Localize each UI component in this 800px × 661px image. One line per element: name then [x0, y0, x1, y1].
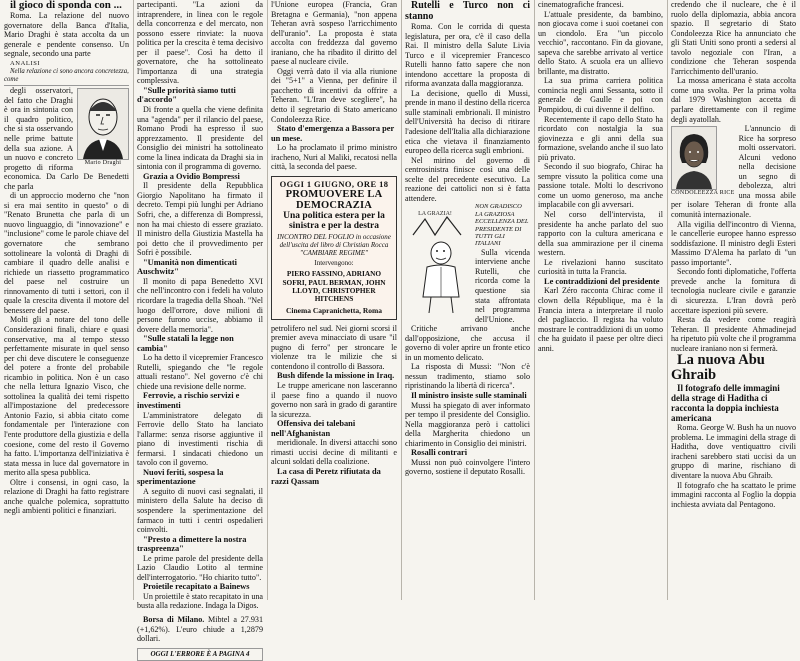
errore-box: OGGI L'ERRORE È A PAGINA 4: [137, 648, 263, 661]
article-heading: Rutelli e Turco non ci stanno: [405, 0, 530, 22]
paragraph: Il fotografo che ha scattato le prime immagini racconta al Foglio la doppia inchiesta avviata dal Pentagono.: [671, 480, 796, 509]
paragraph: l'Unione europea (Francia, Gran Bretagna e Germania), "non appena Teheran avrà sospeso l'arricchimento dell'uranio". La proposta è stata accolta con freddezza dal governo iraniano, che ha ribadito il diritto del paese al nucleare civile.: [271, 0, 397, 67]
column-4: [405, 0, 530, 600]
analisi-label: ANALISI: [10, 59, 41, 67]
subheading: Nuovi feriti, sospesa la sperimentazione: [137, 467, 224, 487]
paragraph: Il monito di papa Benedetto XVI che nell'incontro con i fedeli ha voluto ricordare la tragedia della Shoah. "Nel luogo dell'orrore, dove milioni di persone furono uccise, abbiamo il dovere della memoria".: [137, 276, 263, 334]
subheading: Stato d'emergenza a Bassora per un mese.: [271, 124, 395, 143]
subheading: "Sulle priorità siamo tutti d'accordo": [137, 85, 236, 105]
paragraph: Roma. Con le corrida di questa legislatura, per ora, c'è il caso della Rai. Il ministro della Salute Livia Turco e il vicepremier Francesco Rutelli hanno fatto sapere che non intendono accettare la proposta di riforma avanzata dalla maggioranza.: [405, 22, 530, 89]
paragraph: Resta da vedere come reagirà Teheran. Il presidente Ahmadinejad ha ripetuto più volte che il programma nucleare iraniano non si fermerà.: [671, 315, 796, 353]
paragraph: Roma. La relazione del nuovo governatore della Banca d'Italia, Mario Draghi è stata accolta da un generale e pendente consenso. Un segnale, secondo una parte: [4, 11, 129, 59]
column-1: [4, 0, 129, 600]
article-deck: Il fotografo delle immagini della strage di Haditha ci racconta la doppia inchiesta americana: [671, 383, 780, 424]
ad-title: PROMUOVERE LA DEMOCRAZIA: [285, 189, 383, 212]
paragraph: credendo che il nucleare, che è il ruolo della diplomazia, abbia ancora spazio. Il segretario di Stato Condoleezza Rice ha annunciato che gli Stati Uniti sono pronti a sedersi al tavolo negoziale con l'Iran, a condizione che Teheran sospenda l'arricchimento dell'uranio.: [671, 0, 796, 76]
paragraph: Critiche arrivano anche dall'opposizione, che accusa il governo di voler aprire un fronte etico in un momento delicato.: [405, 324, 530, 362]
paragraph: L'amministratore delegato di Ferrovie dello Stato ha lanciato l'allarme: senza risorse aggiuntive il piano di investimenti rischia di fermarsi. I sindacati chiedono un tavolo con il governo.: [137, 410, 263, 468]
paragraph: Secondo fonti diplomatiche, l'offerta prevede anche la fornitura di tecnologia nucleare civile e garanzie di sicurezza. L'Iran dovrà però accettare ispezioni più severe.: [671, 267, 796, 315]
subheading: "Sulle statali la legge non cambia": [137, 334, 234, 353]
subheading: Offensiva dei talebani nell'Afghanistan: [271, 419, 356, 438]
subheading: Ferrovie, a rischio servizi e investimenti: [137, 391, 240, 410]
paragraph: La decisione, quello di Mussi, prende in mano il destino della ricerca sulle staminali embrionali. Il ministro dell'Università ha deciso di ritirare l'adesione dell'Italia alla dichiarazione etica che vietava il finanziamento europeo della ricerca sugli embrioni.: [405, 88, 530, 156]
ad-speakers-label: Intervengono:: [314, 259, 354, 268]
paragraph: Karl Zéro racconta Chirac come il clown della République, ma è la Francia intera a interpretare il ruolo del pagliaccio. Il regista ha voluto mostrare le contraddizioni di un uomo che ha guidato il paese per oltre dieci anni.: [538, 286, 663, 353]
subheading: Le contraddizioni del presidente: [544, 276, 660, 286]
column-2: [137, 0, 264, 658]
paragraph: meridionale. In diversi attacchi sono rimasti uccisi decine di militanti e alcuni soldati della coalizione.: [271, 438, 397, 467]
paragraph: Le truppe americane non lasceranno il paese fino a quando il nuovo governo non sarà in grado di garantire la sicurezza.: [271, 381, 397, 419]
column-rule: [534, 0, 535, 600]
paragraph: degli osservatori, del fatto che Draghi è ora in sintonia con il quadro politico, che si sta osservando nelle prime battute della sua azione. A un nuovo e concreto progetto di riforma economica. Da Carlo De Benedetti che parla: [4, 86, 129, 191]
rice-portrait-illustration: [671, 126, 717, 190]
paragraph: Di fronte a quella che viene definita una "agenda" per il rilancio del paese, Romano Prodi ha espresso il suo apprezzamento. Il presidente del Consiglio dei ministri ha sottolineato come la linea indicata da Draghi sia in sintonia con il programma di governo.: [137, 105, 263, 172]
subheading: Grazia a Ovidio Bompressi: [143, 171, 240, 181]
article-heading: il gioco di sponda con ...: [10, 0, 122, 11]
portrait-caption: CONDOLEEZZA RICE: [671, 190, 735, 197]
portrait-draghi: [77, 88, 129, 167]
analisi-subtitle: Nella relazione ci sono ancora concretezza, come: [4, 68, 129, 86]
paragraph: di un approccio moderno che "non si era mai sentito in questo" o di "Renato Brunetta che parla di un nuovo linguaggio, di "innovazione" e "inclusione" come le parole chiave del governatore che sembrano sottolineare la volontà di Draghi di cambiare il quadro delle analisi e richiede un riassetto programmatico del paese nel costruire un rinnovamento di tutti i settori, con il quale la crescita diventa il motore del benessere del paese.: [4, 191, 129, 315]
paragraph: Recentemente il capo dello Stato ha ricordato con nostalgia la sua giovinezza e gli anni della sua formazione, svelando anche il suo lato più privato.: [538, 114, 663, 162]
subheading: "Presto a dimettere la nostra traspreenza": [137, 534, 247, 554]
paragraph: partecipanti. "La azioni da intraprendere, in linea con le regole della concorrenza e del mercato, non possono essere rinviate: la nuova politica per la crescita è tema decisivo per il paese". Così ha detto il governatore, che ha sottolineato l'importanza di una strategia complessiva.: [137, 0, 263, 86]
ad-speakers: PIERO FASSINO, ADRIANO SOFRI, PAUL BERMAN, JOHN LLOYD, CHRISTOPHER HITCHENS: [282, 269, 386, 303]
ad-date: OGGI 1 GIUGNO, ORE 18: [279, 178, 389, 189]
paragraph: A seguito di nuovi casi segnalati, il ministero della Salute ha deciso di sospendere la sperimentazione del farmaco in tutti i centri ospedalieri coinvolti.: [137, 486, 263, 535]
paragraph: L'annuncio di Rice ha sorpreso molti osservatori. Alcuni vedono nella decisione un segno di debolezza, altri una mossa abile per isolare Teheran di fronte alla comunità internazionale.: [671, 124, 796, 220]
portrait-rice: [671, 126, 735, 197]
paragraph: La sua prima carriera politica comincia negli anni Sessanta, sotto il generale de Gaulle e poi con Pompidou, di cui divenne il delfino.: [538, 76, 663, 115]
cartoon: [405, 205, 471, 318]
column-rule: [667, 0, 668, 600]
paragraph: Lo ha proclamato il primo ministro iracheno, Nuri al Maliki, recatosi nella città, la seconda del paese.: [271, 143, 397, 172]
event-advertisement: [271, 176, 397, 320]
paragraph: petrolifero nel sud. Nei giorni scorsi il premier aveva minacciato di usare "il pugno di ferro" per stroncare le violenze tra le milizie che si contendono il controllo di Bassora.: [271, 323, 397, 371]
column-5: [538, 0, 663, 600]
column-rule: [401, 0, 402, 600]
ad-venue: Cinema Capranichetta, Roma: [285, 306, 383, 316]
cartoon-label: LA GRAZIA!: [418, 211, 452, 218]
paragraph: Un proiettile è stato recapitato in una busta alla redazione. Indaga la Digos.: [137, 591, 264, 611]
subheading: Rosalli contrari: [411, 448, 468, 458]
cartoon-caption: NON GRADISCO LA GRAZIOSA ECCELLENZA DEL PRESIDENTE DI TUTTI GLI ITALIANI: [475, 203, 529, 248]
column-rule: [267, 0, 268, 600]
paragraph: cinematografiche francesi.: [538, 0, 624, 9]
ad-description: INCONTRO DEL FOGLIO in occasione dell'uscita del libro di Christian Rocca "CAMBIARE REGIME": [277, 233, 391, 258]
paragraph: Molti gli a notare del tono delle Considerazioni finali, chiare e quasi conservative, ma al tempo stesso perfettamente misurate in quel senso per chi deve discutere le conseguenze del potere a fronte del probabile ricambio in politica. Non è un caso che nella lettura Ignazio Visco, che sottolinea la qualità dei temi rispetto all'impostazione del predecessore Antonio Fazio, si abbia citato come fondamentale per l'interazione con l'ente produttore della giustizia e della coesione, come del resto il Governo ha fatto. L'importanza dell'iniziativa è stata messa in luce dal governatore in merito alla spesa pubblica.: [4, 315, 129, 478]
article-headline: La nuova Abu Ghraib: [671, 352, 765, 384]
paragraph: Le rivelazioni hanno suscitato curiosità in tutta la Francia.: [538, 257, 663, 277]
paragraph: Mussi ha spiegato di aver informato per tempo il presidente del Consiglio. Nella maggioranza però i cattolici della Margherita chiedono un chiarimento in Consiglio dei ministri.: [405, 400, 530, 448]
subheading: "Umanità non dimenticati Auschwitz": [137, 257, 237, 277]
borsa-label: Borsa di Milano.: [143, 615, 205, 624]
paragraph: Sulla vicenda interviene anche Rutelli, che ricorda come la questione sia stata affrontata nel programma dell'Unione.: [475, 247, 530, 324]
subheading: Il ministro insiste sulle staminali: [411, 391, 527, 401]
paragraph: Roma. George W. Bush ha un nuovo problema. Le immagini della strage di Haditha, dove ventiquattro civili iracheni sarebbero stati uccisi da un gruppo di marine, rischiano di diventare la nuova Abu Ghraib.: [671, 423, 796, 480]
column-3: [271, 0, 397, 600]
paragraph: Mussi non può coinvolgere l'intero governo, sostiene il deputato Rosalli.: [405, 457, 530, 477]
portrait-caption: Mario Draghi: [84, 160, 122, 167]
paragraph: L'attuale presidente, da bambino, non giocava come i suoi coetanei con un ciondolo. Era "un piccolo vecchio", raccontano. Fin da giovane, sapeva che sarebbe arrivato al vertice dello Stato. A scuola era un allievo brillante, ma distratto.: [538, 9, 663, 76]
column-rule: [133, 0, 134, 600]
paragraph: Lo ha detto il vicepremier Francesco Rutelli, spiegando che "le regole attuali restano". Nel governo c'è chi chiede una revisione delle norme.: [137, 353, 263, 391]
paragraph: La risposta di Mussi: "Non c'è nessun tradimento, stiamo solo ripristinando la libertà di ricerca".: [405, 362, 530, 391]
cartoon-illustration: [405, 205, 471, 315]
paragraph: Nel mirino del governo di centrosinistra finisce così una delle scelte del precedente esecutivo. La reazione dei cattolici non si è fatta attendere.: [405, 155, 530, 203]
paragraph: Le prime parole del presidente della Lazio Claudio Lotito al termine dell'interrogatorio. "Ho chiarito tutto".: [137, 553, 263, 582]
subheading: Proietile recapitato a Bainews: [143, 582, 250, 592]
paragraph: Oggi verrà dato il via alla riunione dei "5+1" a Vienna, per definire il pacchetto di incentivi da offrire a Teheran. "L'Iran deve scegliere", ha detto il segretario di Stato americano Condoleezza Rice.: [271, 66, 397, 124]
paragraph: Il presidente della Repubblica Giorgio Napolitano ha firmato il decreto. Tempi più lunghi per Adriano Sofri, che, a differenza di Bompressi, non ha mai chiesto di essere graziato. Il ministro della Giustizia Mastella ha poi detto che il provvedimento per Sofri è possibile.: [137, 181, 263, 258]
paragraph: Oltre i consensi, in ogni caso, la relazione di Draghi ha fatto registrare anche qualche polemica, soprattutto negli ambienti politici e finanziari.: [4, 477, 129, 516]
draghi-portrait-illustration: [77, 88, 129, 160]
subheading: Bush difende la missione in Iraq.: [277, 371, 395, 381]
paragraph: La mossa americana è stata accolta come una svolta. Per la prima volta dal 1979 Washington accetta di parlare direttamente con il regime degli ayatollah.: [671, 76, 796, 124]
subheading: La casa di Peretz rifiutata da razzi Qassam: [271, 466, 381, 486]
borsa-line: [137, 615, 263, 644]
ad-subtitle: Una politica estera per la sinistra e per la destra: [283, 211, 385, 232]
paragraph: Alla vigilia dell'incontro di Vienna, le cancellerie europee hanno espresso soddisfazione. Il ministro degli Esteri Massimo D'Alema ha parlato di "un passo importante".: [671, 219, 796, 267]
paragraph: Nel corso dell'intervista, il presidente ha anche parlato del suo rapporto con la cultura americana e della sua ammirazione per il cinema western.: [538, 210, 663, 258]
paragraph: Secondo il suo biografo, Chirac ha sempre vissuto la politica come una passione totale. Molti lo descrivono come un uomo generoso, ma anche implacabile con gli avversari.: [538, 162, 663, 210]
borsa-text: Mibtel a 27.931 (+1,62%). L'euro chiude a 1,2879 dollari.: [137, 615, 263, 644]
column-6: [671, 0, 796, 600]
